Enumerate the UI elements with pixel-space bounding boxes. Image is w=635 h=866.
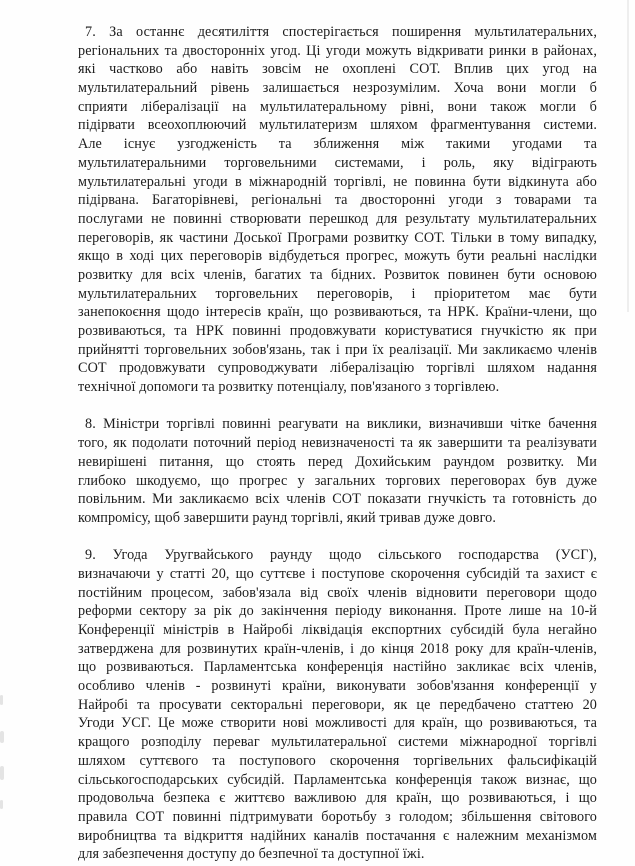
text-line: продовольча безпека є життєво важливою для країн, що розвиваються, і що [78,790,597,807]
document-body [78,23,597,864]
paragraph-9 [78,546,597,864]
text-line: занепокоєння щодо інтересів країн, що розвиваються, та НРК. Країни-члени, що [78,304,597,321]
text-line: реформи сектору за рік до закінчення періоду виконання. Проте лише на 10-й [78,603,597,620]
text-line: мультилатеральними торговельними системами, і роль, яку відіграють [78,154,597,171]
text-line: кращого розподілу переваг мультилатеральної системи міжнародної торгівлі [78,734,597,751]
text-line: 9. Угода Уругвайського раунду щодо сільського господарства (УСГ), [85,547,597,564]
text-line: послугами не повинні створювати перешкод для результату мультилатеральних [78,210,597,227]
scan-edge-artifact [627,0,629,312]
text-line: виробництва та відкриття надійних каналів постачання є належним механізмом [78,827,597,844]
text-line: того, як подолати поточний період невизначеності та як завершити та реалізувати [78,435,597,452]
text-line: для забезпечення доступу до безпечної та доступної їжі. [78,846,425,863]
text-line: які частково або навіть зовсім не охоплені СОТ. Вплив цих угод на [78,61,597,78]
text-line: Найробі та просувати секторальні переговори, як це передбачено статтею 20 [78,696,597,713]
text-line: Конференції міністрів в Найробі ліквідація експортних субсидій була негайно [78,622,597,638]
text-line: технічної допомоги та розвитку потенціалу, пов'язаного з торгівлею. [78,379,500,396]
text-line: переговорів, як частини Доської Програми розвитку СОТ. Тільки в тому випадку, [78,229,597,246]
text-line: мультилатеральні угоди в міжнародній торгівлі, не повинна бути відкинута або [78,173,597,190]
text-line: 7. За останнє десятиліття спостерігається поширення мультилатеральних, [85,24,597,40]
text-line: Але існує узгодженість та зближення між такими угодами та [78,136,597,153]
text-line: мультилатеральних торговельних переговорів, і пріоритетом має бути [78,285,597,302]
text-line: мультилатеральний рівень залишається незрозумілим. Хоча вони могли б [78,80,597,97]
text-line: особливо членів - розвинуті країни, виконувати зобов'язання конференції у [78,678,597,695]
scan-speck-artifact [0,731,4,743]
text-line: компромісу, щоб завершити раунд торгівлі, який тривав дуже довго. [78,509,497,526]
paragraph-7 [78,23,597,397]
text-line: сприяти лібералізації на мультилатеральному рівні, вони також могли б [78,98,597,115]
text-line: підірвана. Багаторівневі, регіональні та двосторонні угоди з товарами та [78,192,597,209]
text-line: підірвати всеохоплюючий мультилатеризм шляхом фрагментування системи. [78,117,597,134]
text-line: сільськогосподарських субсидій. Парламентська конференція також визнає, що [78,771,597,788]
text-line: 8. Міністри торгівлі повинні реагувати на виклики, визначивши чітке бачення [85,416,597,433]
text-line: правила СОТ повинні підтримувати боротьбу з голодом; збільшення світового [78,808,597,825]
text-line: якщо в ході цих переговорів відбудеться прогрес, можуть бути реальні наслідки [78,248,597,265]
text-line: затверджена для розвинутих країн-членів, і до кінця 2018 року для країн-членів, [78,640,597,657]
text-line: глибоко шкодуємо, що прогрес у загальних торгових переговорах був дуже [78,472,597,489]
text-line: визначаючи у статті 20, що суттєве і поступове скорочення субсидій та захист є [78,565,597,582]
text-line: повільним. Ми закликаємо всіх членів СОТ показати гнучкість та готовність до [78,491,597,508]
text-line: СОТ продовжувати супроводжувати лібералізацію торгівлі шляхом надання [78,360,597,377]
text-line: що розвиваються. Парламентська конференція настійно закликає всіх членів, [78,659,597,676]
scan-speck-artifact [0,800,3,809]
text-line: постійним процесом, забов'язала від своїх членів відновити переговори щодо [78,584,597,601]
text-line: Угоди УСГ. Це може створити нові можливості для країн, що розвиваються, та [78,715,597,732]
scan-speck-artifact [0,766,4,780]
text-line: розвитку для всіх членів, багатих та бідних. Розвиток повинен бути основою [78,266,597,283]
scan-speck-artifact [0,695,3,705]
text-line: шляхом суттєвого та поступового скорочення торгівельних фальсифікацій [78,752,597,769]
text-line: прийнятті торговельних зобов'язань, так і при їх реалізації. Ми закликаємо членів [78,341,597,358]
text-line: розвиваються, та НРК повинні продовжувати користуватися гнучкістю як при [78,323,597,339]
text-line: регіональних та двосторонніх угод. Ці угоди можуть відкривати ринки в районах, [78,42,597,59]
paragraph-8 [78,415,597,527]
text-line: невирішені питання, що стоять перед Дохийським раундом розвитку. Ми [78,453,597,470]
